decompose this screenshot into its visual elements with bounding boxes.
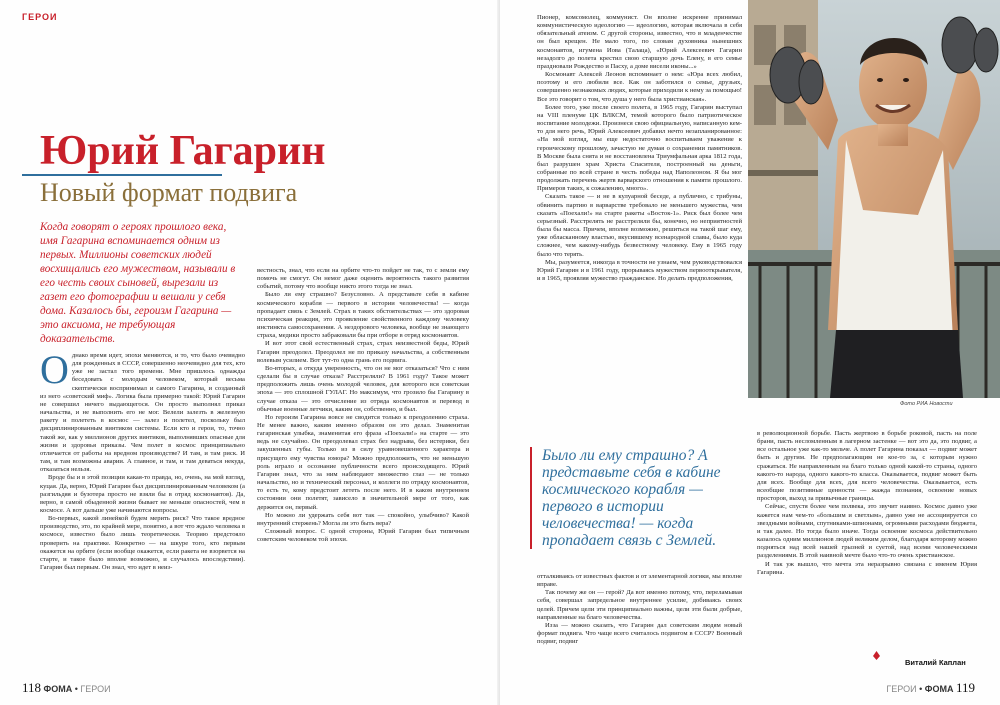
paragraph: И вот этот свой естественный страх, страх неизвестной беды, Юрий Гагарин преодолел. Преодолел не по приказу начальства, а собственным волевым усилием. Вот тут-то одна грань его подвига. bbox=[257, 340, 469, 364]
column-2 bbox=[257, 267, 469, 544]
column-4 bbox=[757, 430, 977, 577]
footer-dot: • bbox=[74, 684, 78, 694]
magazine-name: ФОМА bbox=[924, 684, 954, 694]
paragraph: Космонавт Алексей Леонов вспоминает о нем: «Юра всех любил, поэтому и его любили все. Как он заботился о семье, друзьях, совершенно незнакомых людях, которые приходили к нему за помощью! Все это говорит о том, что душа у него была христианская». bbox=[537, 71, 742, 103]
column-3b bbox=[537, 573, 742, 646]
paragraph: днако время идет, эпохи меняются, и то, что было очевидно для рожденных в СССР, совершенно неочевидно для тех, кто уже не застал того времени. Мне пришлось однажды беседовать с молодым человеком, который весьма скептически воспринимал и самого Гагарина, и созданный из него «советский миф». Логика была примерно такой: Юрий Гагарин не совершил ничего выдающегося. Он просто выполнял приказ начальства, и не выполнить его не мог. Велели залезть в железную ракету и полететь в космос — залез и полетел, поскольку был дисциплинированным винтиком системы. Если кто и герои, то, точно такой же, как у миллионов других винтиков, выполнявших опасные для жизни и здоровья приказы. Чем полет в космос принципиально отличается от работы на вредном производстве? И там, и там риск. И там, и там возможны аварии. А главное, и там, и там деваться некуда, отказаться нельзя. bbox=[40, 352, 245, 474]
footer-section: ГЕРОИ bbox=[886, 684, 917, 694]
paragraph: Мы, разумеется, никогда в точности не узнаем, чем руководствовался Юрий Гагарин и в 1961 году, прорываясь мужеством первооткрывателя, и в 1965, проявляя мужество гражданское. Но делать предположения, bbox=[537, 258, 742, 282]
paragraph: Сказать такое — и не в кулуарной беседе, а публично, с трибуны, обвинить партию в варварстве требовало не меньшего мужества, чем сказать «Поехали!» на старте ракеты «Восток-1». Риск был более чем серьезный. Расстрелять не расстреляли бы, конечно, но неприятностей была бы масса. Причем, вполне возможно, решиться на такой шаг ему, уже обласканному властью, вкусившему всенародной славы, было куда сложнее, чем какому-нибудь безвестному человеку. Ему в 1965 году было что терять. bbox=[537, 193, 742, 258]
column-3 bbox=[537, 14, 742, 283]
paragraph: Но героизм Гагарина вовсе не сводится только к преодолению страха. Не менее важно, каким именно образом он это делал. Знаменитая гагаринская улыбка, знаменитая его фраза «Поехали!» на старте — это ведь не случайно. Он преодолевал страх без надрыва, без истерики, без закушенных губы. Только из в силу уравновешенного характера и присущего ему чувства юмора? Можно предположить, что не меньшую роль играло и осознание публичности всего происходящего. Юрий Гагарин знал, что за ним наблюдают множество глаз — не только начальство, но и технический персонал, и коллеги по отряду космонавтов, то есть те, кому предстоит лететь после него. И в каком внутреннем состоянии они полетят, зависело в значительной мере от того, как держится он, первый. bbox=[257, 413, 469, 511]
author-name: Виталий Каплан bbox=[905, 658, 966, 667]
footer-dot: • bbox=[919, 684, 923, 694]
paragraph: Во-первых, какой линейкой будем мерить риск? Что такое вредное производство, это, по крайней мере, понятно, а вот что ждало человека в космосе, известно было лишь теоретически. Теорию предстояло проверить на практике. Конкретно — на шкуре того, кто первым окажется на орбите (если вообще окажется, если ракета не взорвется на старте, и такое было вполне возможно, и случалось впоследствии). Гагарин был первым. Он знал, что идет в неиз- bbox=[40, 515, 245, 572]
paragraph: И так уж вышло, что мечта эта неразрывно связана с именем Юрия Гагарина. bbox=[757, 560, 977, 576]
title-rule bbox=[22, 174, 222, 176]
photo-credit: Фото РИА Новости bbox=[900, 401, 953, 407]
footer-left bbox=[22, 680, 111, 696]
pull-quote: Было ли ему страшно? А представьте себя в кабине космического корабля — первого в истории человечества! — когда пропадает связь с Землей. bbox=[530, 447, 737, 549]
paragraph: Вроде бы и в этой позиции какая-то правда, но, очень, на мой взгляд, куцая. Да, верно, Юрий Гагарин был дисциплинированным человеком (а разгильдяя и бузотера просто не взяли бы в отряд космонавтов). Да, верно, в самой обыденной жизни бывает не меньше опасностей, чем в космосе. А вот дальше уже начинаются вопросы. bbox=[40, 474, 245, 514]
footer-section: ГЕРОИ bbox=[80, 684, 111, 694]
lead-paragraph: Когда говорят о героях прошлого века, имя Гагарина вспоминается одним из первых. Миллионы советских людей восхищались его мужеством, называли в его честь своих сыновей, вырезали из газет его фотографии и вешали у себя дома. Казалось бы, героизм Гагарина — это аксиома, не требующая доказательств. bbox=[40, 221, 236, 345]
end-mark-icon bbox=[873, 651, 880, 660]
paragraph: Сложный вопрос. С одной стороны, Юрий Гагарин был типичным советским человеком той эпохи. bbox=[257, 528, 469, 544]
section-tag: ГЕРОИ bbox=[22, 12, 58, 22]
footer-right bbox=[886, 680, 975, 696]
dropcap: О bbox=[40, 347, 69, 392]
page-number: 119 bbox=[955, 680, 975, 695]
paragraph: Более того, уже после своего полета, в 1965 году, Гагарин выступал на VIII пленуме ЦК ВЛКСМ, темой которого было патриотическое воспитание молодежи. Произнеся свою официальную, написанную кем-то для него речь, Юрий Алексеевич добавил нечто незапланированное: «На мой взгляд, мы еще недостаточно воспитываем уважение к героическому прошлому, зачастую не думая о сохранении памятников. В Москве была снята и не восстановлена Триумфальная арка 1812 года, был разрушен храм Христа Спасителя, построенный на деньги, собранные по всей стране в честь победы над Наполеоном. Я бы мог продолжать перечень жертв варварского отношения к памяти прошлого. Примеров таких, к сожалению, много». bbox=[537, 103, 742, 193]
paragraph: Но можно ли удержать себя вот так — спокойно, улыбчиво? Какой внутренний стержень? Могла ли это быть вера? bbox=[257, 511, 469, 527]
paragraph: Так почему же он — герой? Да вот именно потому, что, переламывая себя, совершал запредельное внутреннее усилие, добиваясь своих целей. Причем цели эти принципиально важны, цели эти были добрые, направленные на благо человечества. bbox=[537, 589, 742, 621]
article-title: Юрий Гагарин bbox=[40, 128, 326, 174]
paragraph: отталкиваясь от известных фактов и от элементарной логики, мы вполне вправе. bbox=[537, 573, 742, 589]
paragraph: Было ли ему страшно? Безусловно. А представьте себя в кабине космического корабля — первого в истории человечества! — когда пропадает связь с Землей. Страх в таких обстоятельствах — это здоровая психическая реакция, это проявление свойственного каждому человеку инстинкта самосохранения. А нездорового человека, вообще не знающего страха, медики просто забраковали бы при отборе в отряд космонавтов. bbox=[257, 291, 469, 340]
paragraph: Во-вторых, а откуда уверенность, что он не мог отказаться? Что с ним сделали бы в случае отказа? Расстреляли? В 1961 году? Такое может предположить лишь очень молодой человек, для которого вся советская эпоха — это сплошной ГУЛАГ. Но максимум, что грозило бы Гагарину в случае отказа — это отчисление из отряда космонавтов и перевод в обычные военные летчики, каким он, собственно, и был. bbox=[257, 364, 469, 413]
column-1 bbox=[40, 347, 245, 572]
page-number: 118 bbox=[22, 680, 42, 695]
paragraph: Пионер, комсомолец, коммунист. Он вполне искренне принимал коммунистическую идеологию — идеологию, которая включала в себя обязательный атеизм. С другой стороны, известно, что в младенчестве он был крещен. Не мало того, по словам духовника нынешних космонавтов, игумена Иова (Талаца), «Юрий Алексеевич Гагарин незадолго до полета крестил свою старшую дочь Елену, в его семье праздновали Рождество и Пасху, а доме висели иконы...» bbox=[537, 14, 742, 70]
paragraph: Сейчас, спустя более чем полвека, это звучит наивно. Космос давно уже кажется нам чем-то «большим и светлым», давно уже не ассоциируется со звездными войнами, спутниками-шпионами, огромными расходами бюджета, и так далее. Но тогда было иначе. Тогда освоение космоса действительно казалось одним миллионов людей великим делом, благодаря которому можно подняться над всей нашей грызней и суетой, над всеми человеческими разделениями. В этой наивной мечте было что-то очень христианское. bbox=[757, 503, 977, 560]
photo-gagarin-dumbbells bbox=[748, 0, 1000, 398]
paragraph: Изза — можно сказать, что Гагарин дал советским людям новый формат подвига. Что чаще всего считалось подвигом в СССР? Военный подвиг, подвиг bbox=[537, 621, 742, 646]
paragraph: в революционной борьбе. Пасть жертвою в борьбе роковой, пасть на поле брани, пасть несломленным в лагерном застенке — вот это да, это подвиг, а все остальное уже как-то мельче. А полет Гагарина показал — подвиг может быть и другим. Не предполагающим не кое-то за, с которым нужно сражаться. Не направленным на благо только одной какой-то страны, одного какого-то народа, одного какого-то класса. Оказывается, подвиг может быть для всех. Вообще для всех, для всего человечества. Оказывается, есть всеобщие позитивные ценности — жажда познания, освоение новых просторов, выход за привычные границы. bbox=[757, 430, 977, 503]
magazine-name: ФОМА bbox=[43, 684, 73, 694]
paragraph: вестность, знал, что если на орбите что-то пойдет не так, то с земли ему помочь не смогут. Он немог даже оценить вероятность такого развития событий, потому что вообще никто этого тогда не знал. bbox=[257, 267, 469, 291]
article-subtitle: Новый формат подвига bbox=[40, 178, 298, 207]
